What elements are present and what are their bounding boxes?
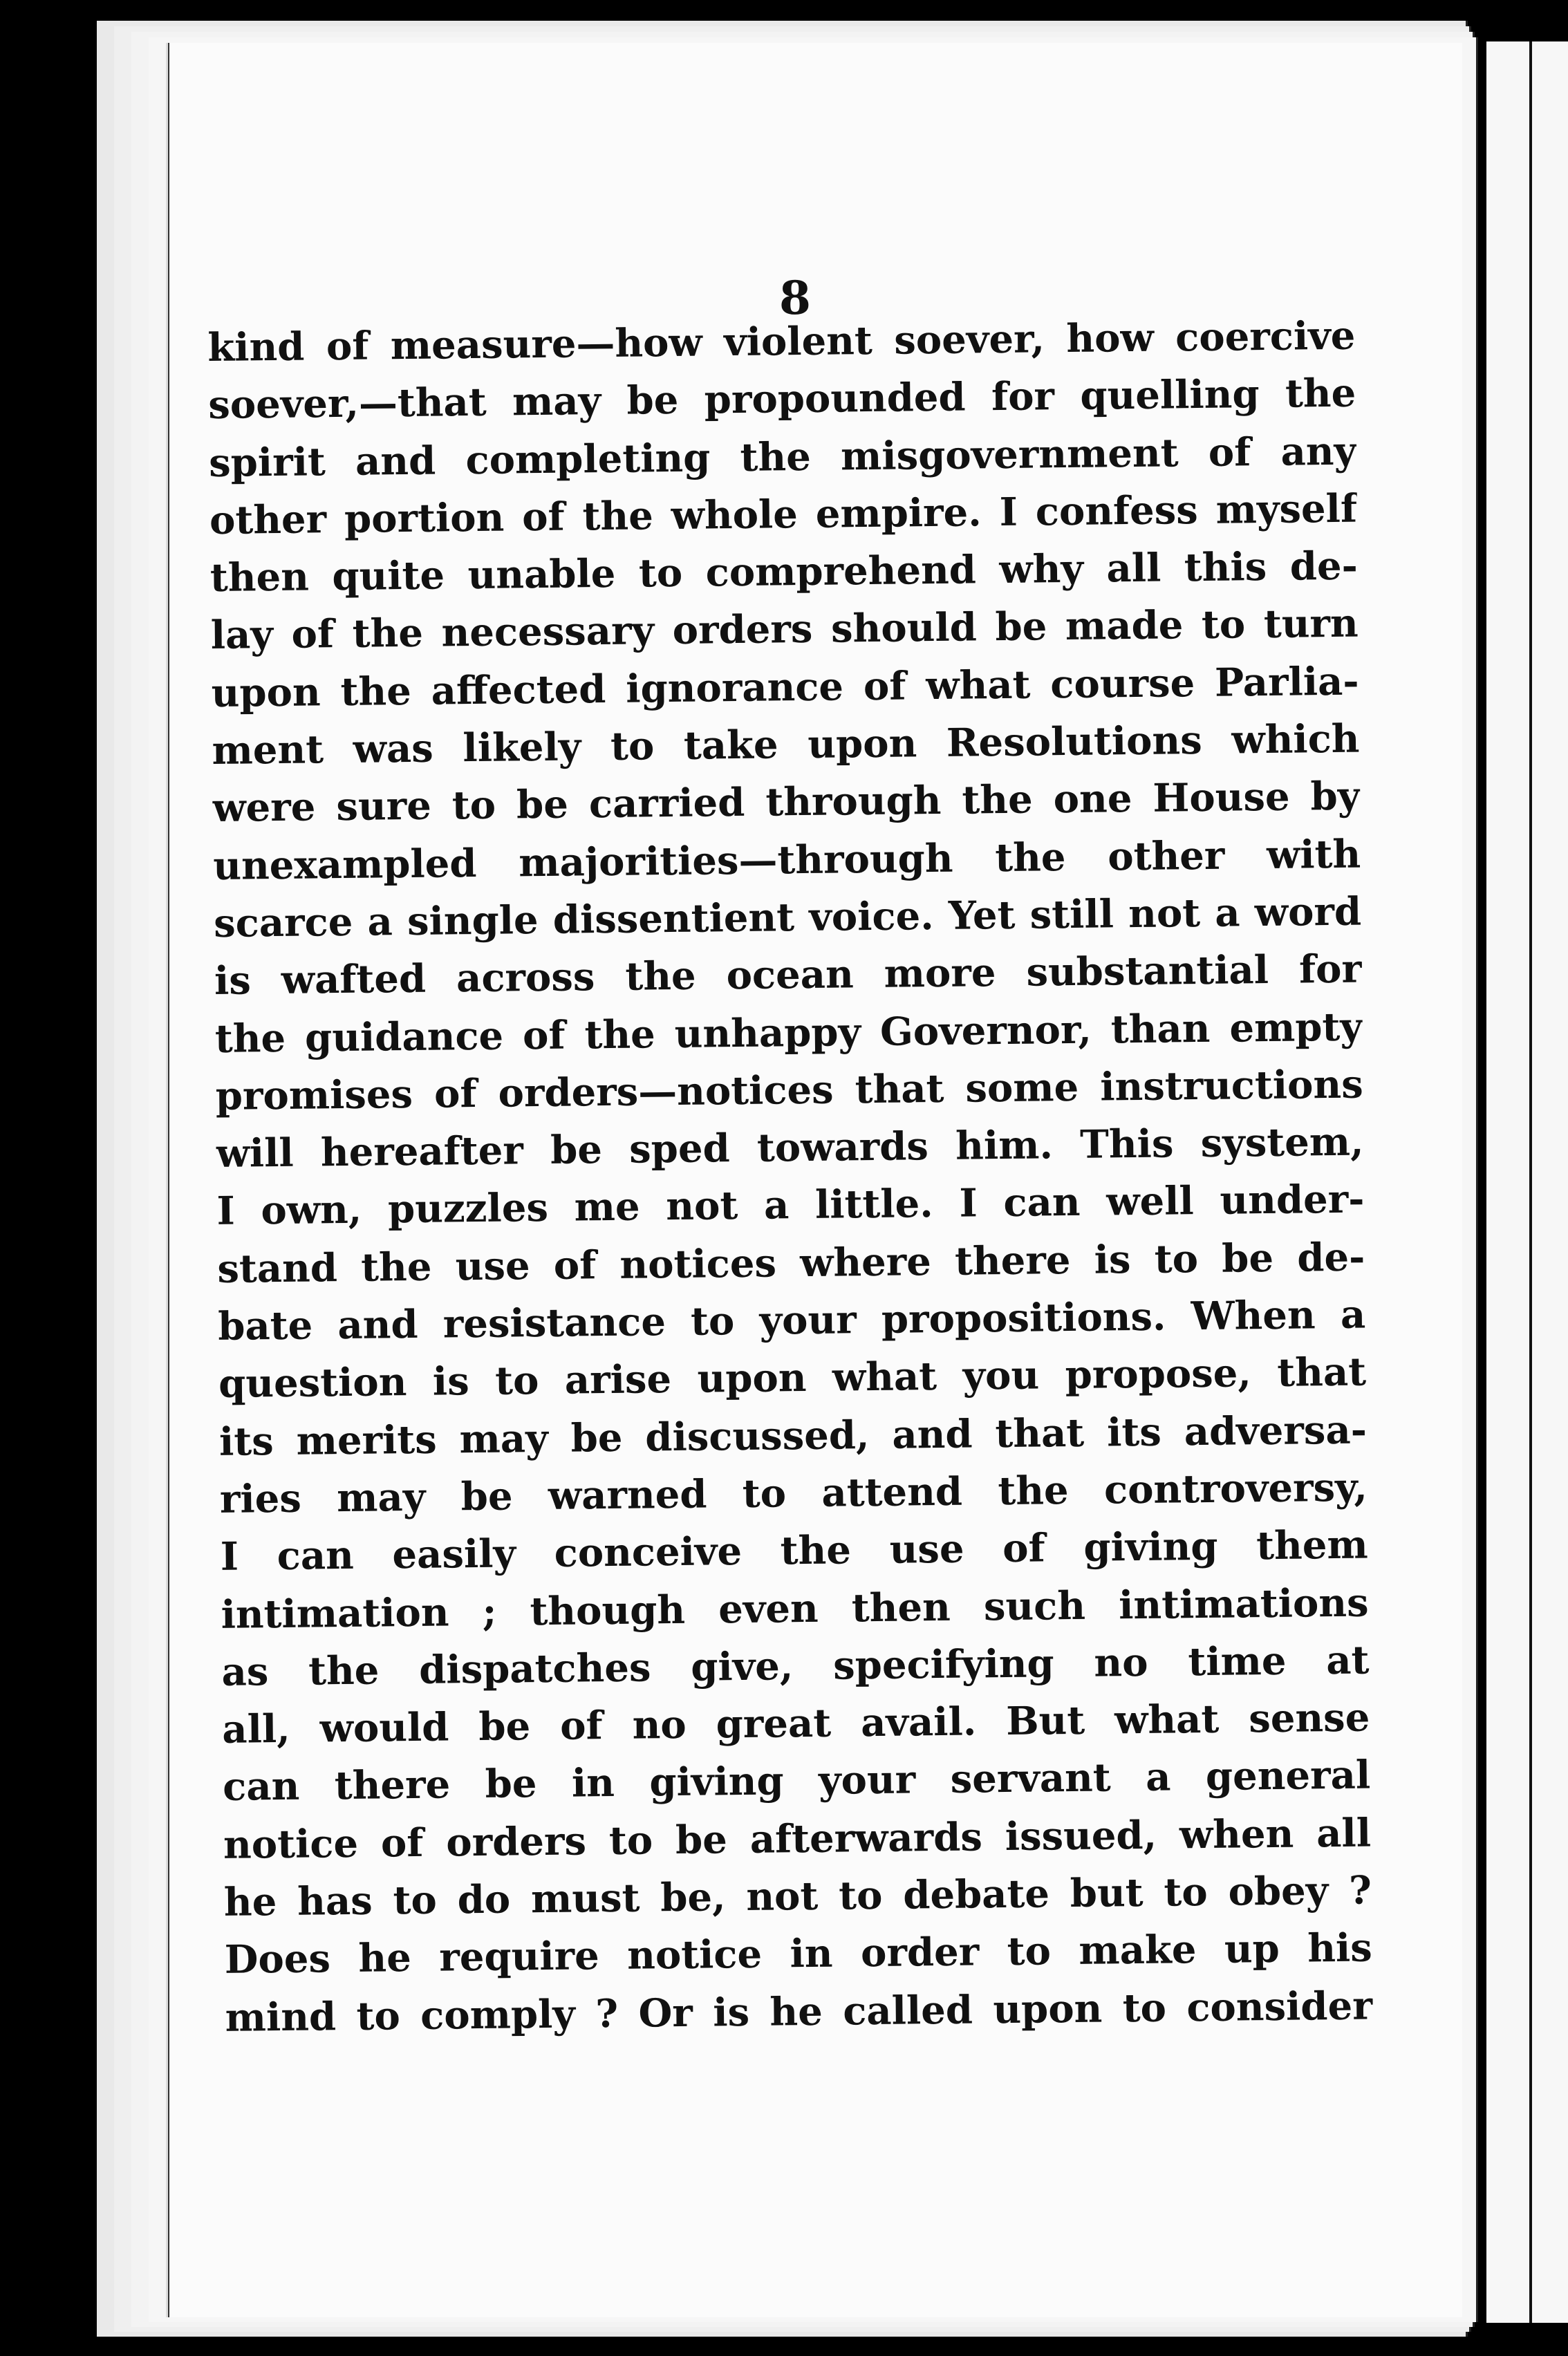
text-line: then quite unable to comprehend why all this de- (209, 543, 1359, 601)
text-line: is wafted across the ocean more substantial for (214, 946, 1363, 1004)
text-line: upon the affected ignorance of what course Parlia- (211, 658, 1359, 716)
text-line: bate and resistance to your propositions. When a (217, 1291, 1366, 1349)
body-text (207, 308, 1373, 2047)
page-gutter-line (1529, 41, 1532, 2323)
text-line: promises of orders—notices that some instructions (215, 1061, 1364, 1119)
text-line: as the dispatches give, specifying no time at (221, 1637, 1370, 1695)
text-line: spirit and completing the misgovernment of any (208, 428, 1357, 486)
text-line: Does he require notice in order to make up his (224, 1925, 1373, 1983)
text-line: scarce a single dissentient voice. Yet still not a word (213, 888, 1362, 946)
text-line: kind of measure—how violent soever, how coercive (207, 312, 1356, 371)
text-line: the guidance of the unhappy Governor, than empty (214, 1004, 1363, 1062)
text-line: all, would be of no great avail. But what sense (222, 1694, 1370, 1753)
text-line: soever,—that may be propounded for quelling the (207, 370, 1356, 429)
adjacent-page (1486, 41, 1568, 2323)
text-line: I can easily conceive the use of giving them (220, 1522, 1369, 1580)
text-line: stand the use of notices where there is to be de- (217, 1234, 1365, 1292)
text-line: will hereafter be sped towards him. This system, (216, 1119, 1364, 1177)
text-line: mind to comply ? Or is he called upon to consider (225, 1983, 1373, 2041)
text-line: I own, puzzles me not a little. I can well under- (216, 1177, 1365, 1235)
text-line: he has to do must be, not to debate but to obey ? (223, 1867, 1372, 1925)
text-line: ries may be warned to attend the controversy, (219, 1464, 1368, 1522)
text-line: intimation ; though even then such intimations (221, 1580, 1369, 1638)
page-number: 8 (779, 271, 811, 325)
text-line: unexampled majorities—through the other with (212, 831, 1361, 889)
text-line: were sure to be carried through the one House by (212, 773, 1361, 832)
text-line: question is to arise upon what you propose, that (218, 1349, 1367, 1408)
text-line: can there be in giving your servant a general (222, 1752, 1371, 1811)
text-line: notice of orders to be afterwards issued, when all (223, 1810, 1372, 1868)
text-line: other portion of the whole empire. I confess myself (209, 485, 1358, 543)
text-line: lay of the necessary orders should be made to turn (210, 601, 1359, 659)
text-line: its merits may be discussed, and that its adversa- (218, 1407, 1368, 1465)
text-line: ment was likely to take upon Resolutions which (212, 716, 1360, 774)
